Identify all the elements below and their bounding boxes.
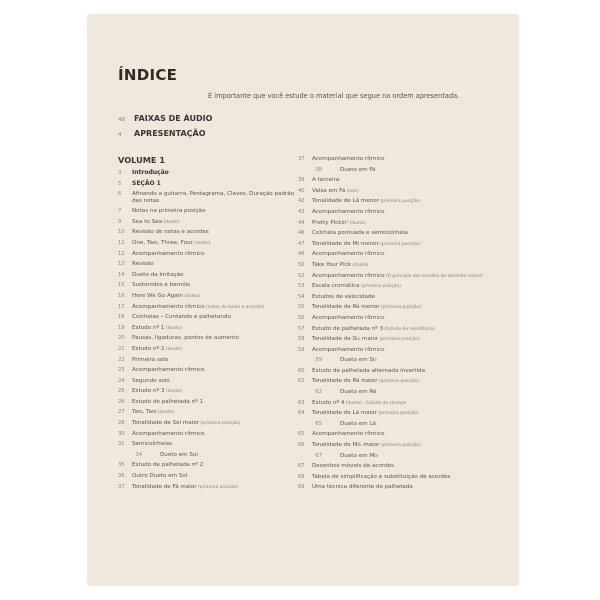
toc-entry-label: Dueto em Ré: [340, 389, 377, 396]
toc-entry-note: (O princípio dos acordes de desenho móvel): [384, 273, 483, 279]
toc-page-number: 27: [118, 409, 125, 416]
toc-entry-label: Tonalidade de Mi♭ maior (primeira posição): [312, 442, 421, 449]
toc-entry: [118, 208, 296, 219]
toc-entry-label: SEÇÃO 1: [132, 179, 161, 187]
toc-entry-label: APRESENTAÇÃO: [134, 129, 206, 138]
toc-entry-note: (dueto) · Estudo de síncope: [344, 400, 407, 406]
toc-entry: [118, 357, 296, 368]
toc-entry-label: Tabela de simplificação e substituição de acordes: [312, 473, 451, 480]
toc-entry-label: Pausas, ligaduras, pontos de aumento: [132, 335, 239, 342]
toc-page-number: 43: [298, 208, 305, 215]
toc-page-number: 50: [298, 261, 305, 268]
toc-page-number: 35: [118, 462, 125, 469]
toc-entry-label: Semicolcheias: [132, 441, 173, 448]
toc-entry-label: Acompanhamento rítmico: [312, 346, 385, 353]
toc-entry-label: Notas na primeira posição: [132, 208, 206, 215]
toc-entry-label: Valsa em Fá (solo): [312, 187, 359, 194]
toc-page-number: 64: [298, 410, 305, 417]
toc-page-number: 55: [298, 304, 305, 311]
toc-entry-label: Acompanhamento rítmico: [132, 367, 205, 374]
toc-entry-note: (dueto): [351, 262, 369, 268]
toc-entry-label: Sea to Sea (dueto): [132, 218, 180, 225]
toc-page-number: 58: [298, 336, 305, 343]
toc-page-number: 48: [298, 251, 305, 258]
toc-entry: [118, 388, 296, 399]
toc-page-number: 37: [298, 156, 305, 162]
page-title: ÍNDICE: [118, 66, 178, 84]
toc-entry-note: (solo): [345, 188, 359, 194]
toc-page-number: 9: [118, 218, 122, 225]
toc-page-number: 38: [315, 166, 322, 173]
toc-page-number: 26: [118, 398, 125, 405]
toc-page-number: 18: [118, 314, 125, 321]
toc-entry: [298, 188, 508, 199]
toc-page-number: 28: [118, 420, 125, 427]
toc-page-number: 63: [298, 399, 305, 406]
toc-page-number: 24: [118, 377, 125, 384]
toc-entry: [298, 389, 508, 400]
toc-entry: [298, 336, 508, 347]
toc-entry: [298, 463, 508, 474]
toc-page-number: 53: [298, 283, 305, 290]
toc-entry: [118, 452, 296, 463]
toc-left-column: [118, 170, 296, 494]
toc-entry-label: Estudo de palhetada alternada invertida: [312, 367, 426, 374]
toc-entry: [118, 420, 296, 431]
toc-entry: [298, 453, 508, 464]
toc-entry-label: Acompanhamento rítmico: [312, 314, 385, 321]
toc-entry-note: (dueto): [348, 220, 366, 226]
toc-entry-note: (primeira posição): [378, 337, 420, 343]
toc-page-number: 37: [118, 483, 125, 490]
volume-heading: VOLUME 1: [118, 155, 166, 165]
toc-entry: [118, 251, 296, 262]
toc-entry: [298, 347, 508, 358]
toc-page-number: 69: [298, 484, 305, 491]
toc-page-number: 22: [118, 356, 125, 363]
toc-entry-label: Uma técnica diferente de palhetada: [312, 484, 413, 491]
toc-entry-label: Tonalidade de Lá menor (primeira posição): [312, 198, 421, 205]
toc-page-number: 17: [118, 303, 125, 310]
toc-entry-label: Dueto em Si♭: [340, 357, 378, 364]
page-subtitle: É importante que você estude o material que segue na ordem apresentada.: [208, 92, 460, 100]
toc-entry-label: Afinando a guitarra, Pentagrama, Claves, Duração padrão das notas: [132, 191, 295, 204]
toc-entry-label: Here We Go Again (dueto): [132, 292, 201, 299]
toc-entry-label: Estudo de palhetada nº 2: [132, 462, 204, 469]
toc-entry-label: Tonalidade de Si♭ maior (primeira posição): [312, 336, 420, 343]
toc-page-number: 31: [118, 441, 125, 448]
toc-entry-label: FAIXAS DE ÁUDIO: [134, 114, 213, 123]
toc-page-number: 12: [118, 250, 125, 257]
toc-entry: [118, 304, 296, 315]
toc-entry: [298, 474, 508, 485]
toc-page-number: 23: [118, 367, 125, 374]
toc-entry-label: Estudo de palhetada nº 3 (Estudo de resistência): [312, 325, 435, 332]
toc-entry: [298, 410, 508, 421]
toc-entry: [298, 209, 508, 220]
toc-page-number: 61: [298, 378, 305, 385]
toc-entry-label: Introdução: [132, 169, 169, 176]
toc-entry: [118, 170, 296, 181]
toc-entry-label: Escala cromática (primeira posição): [312, 283, 402, 290]
toc-entry: [298, 484, 508, 495]
toc-entry: [118, 181, 296, 192]
toc-page-number: 48: [118, 117, 125, 123]
toc-page-number: 67: [298, 463, 305, 470]
toc-entry: [298, 167, 508, 178]
toc-entry-note: (primeira posição): [377, 379, 419, 385]
toc-entry-label: Segundo solo: [132, 377, 170, 384]
toc-entry-label: Estudo de palhetada nº 1: [132, 398, 204, 405]
toc-entry: [118, 409, 296, 420]
toc-entry-note: (dueto): [164, 389, 182, 395]
toc-entry-presentation: [118, 129, 206, 138]
toc-entry-label: Primeiro solo: [132, 356, 169, 363]
toc-entry-label: Colcheia pontuada e semicolcheia: [312, 230, 408, 237]
toc-page-number: 6: [118, 191, 122, 198]
toc-entry: [298, 431, 508, 442]
toc-entry: [118, 462, 296, 473]
toc-entry-note: (primeira posição): [359, 284, 402, 290]
toc-entry: [118, 191, 296, 208]
toc-entry-note: (dueto): [162, 219, 180, 225]
toc-entry-note: (primeira posição): [378, 241, 421, 247]
toc-entry: [118, 367, 296, 378]
toc-entry-label: Colcheias – Contando e palhetando: [132, 314, 231, 321]
toc-entry-note: (dueto): [164, 346, 182, 352]
toc-page-number: 44: [298, 219, 305, 226]
toc-entry-label: One, Two, Three, Four (dueto): [132, 239, 211, 246]
toc-entry-note: (Estudo de resistência): [383, 326, 435, 332]
toc-page-number: 39: [298, 177, 305, 184]
toc-page-number: 42: [298, 198, 305, 205]
toc-entry-label: A terceira: [312, 177, 340, 184]
toc-entry: [118, 335, 296, 346]
toc-entry: [298, 421, 508, 432]
toc-entry-note: (primeira posição): [379, 305, 422, 311]
toc-entry-label: Acompanhamento rítmico: [312, 156, 385, 162]
toc-page-number: 67: [315, 452, 322, 459]
toc-entry: [298, 304, 508, 315]
toc-entry-label: Tonalidade de Sol maior (primeira posição): [132, 420, 241, 427]
toc-entry-label: Sustenidos e bemóis: [132, 282, 190, 289]
toc-page-number: 5: [118, 180, 122, 187]
toc-entry: [298, 368, 508, 379]
toc-entry: [298, 177, 508, 188]
toc-entry-label: Acompanhamento rítmico: [312, 431, 385, 438]
toc-entry: [298, 241, 508, 252]
toc-page-number: 14: [118, 271, 125, 278]
toc-entry: [298, 156, 508, 167]
toc-entry-label: Acompanhamento rítmico (notas da baixa e acordes): [132, 303, 265, 310]
toc-page-number: 54: [298, 293, 305, 300]
toc-entry-label: Acompanhamento rítmico: [312, 208, 385, 215]
toc-page-number: 16: [118, 292, 125, 299]
toc-entry: [118, 314, 296, 325]
toc-entry-label: Estudo nº 2 (dueto): [132, 345, 182, 352]
toc-entry: [298, 220, 508, 231]
toc-entry: [118, 431, 296, 442]
toc-entry: [118, 325, 296, 336]
toc-entry: [118, 240, 296, 251]
toc-entry-note: (primeira posição): [376, 411, 419, 417]
toc-entry: [118, 378, 296, 389]
toc-right-column: [298, 156, 508, 495]
toc-page-number: 30: [118, 430, 125, 437]
toc-page-number: 15: [118, 282, 125, 289]
toc-page-number: 19: [118, 324, 125, 331]
toc-entry-label: Estudos de velocidade: [312, 293, 375, 300]
toc-page-number: 36: [118, 473, 125, 480]
toc-page-number: 47: [298, 240, 305, 247]
toc-page-number: 56: [298, 314, 305, 321]
toc-entry-label: Estudo nº 4 (dueto) · Estudo de síncope: [312, 399, 407, 406]
toc-page-number: 62: [315, 389, 322, 396]
toc-entry: [298, 273, 508, 284]
toc-entry: [298, 400, 508, 411]
toc-entry-label: Dueto em Lá: [340, 420, 376, 427]
toc-entry: [298, 230, 508, 241]
toc-entry-label: Revisão de notas e acordes: [132, 229, 209, 236]
toc-page-number: 25: [118, 388, 125, 395]
toc-entry-label: Dueto em Fá: [340, 166, 376, 173]
toc-entry-label: Acompanhamento rítmico: [132, 250, 205, 257]
toc-entry-note: (primeira posição): [378, 199, 421, 205]
toc-entry-label: Tonalidade de Ré menor (primeira posição): [312, 304, 422, 311]
toc-entry-label: Pretty Pickin' (dueto): [312, 219, 366, 226]
toc-page-number: 21: [118, 345, 125, 352]
toc-page-number: 68: [298, 473, 305, 480]
toc-entry: [298, 294, 508, 305]
toc-page-number: 4: [118, 132, 122, 138]
toc-entry-label: Acompanhamento rítmico: [312, 251, 385, 258]
toc-entry: [118, 282, 296, 293]
toc-entry-note: (primeira posição): [196, 484, 239, 490]
toc-entry: [298, 198, 508, 209]
toc-entry-note: (dueto): [164, 325, 182, 331]
toc-entry-label: Dueto em Mi♭: [340, 452, 379, 459]
toc-entry: [118, 484, 296, 495]
toc-entry: [298, 262, 508, 273]
toc-page-number: 20: [118, 335, 125, 342]
toc-entry-label: Tonalidade de Lá maior (primeira posição): [312, 410, 419, 417]
toc-page-number: 10: [118, 229, 125, 236]
toc-page-number: 11: [118, 239, 125, 246]
toc-entry: [118, 272, 296, 283]
toc-entry: [118, 229, 296, 240]
toc-entry-note: (dueto): [182, 293, 201, 299]
toc-entry-note: (primeira posição): [198, 421, 241, 427]
toc-entry-label: Dueto da imitação: [132, 271, 184, 278]
toc-entry: [118, 441, 296, 452]
toc-entry-note: (dueto): [192, 240, 211, 246]
toc-entry-label: Tonalidade de Fá maior (primeira posição): [132, 483, 239, 490]
toc-page-number: 13: [118, 261, 125, 268]
toc-entry: [118, 219, 296, 230]
toc-entry-label: Tonalidade de Ré maior (primeira posição): [312, 378, 419, 385]
toc-entry: [298, 442, 508, 453]
toc-entry-note: (dueto): [156, 410, 175, 416]
toc-entry-note: (primeira posição): [379, 443, 421, 449]
toc-entry-note: (notas da baixa e acordes): [204, 304, 265, 310]
toc-entry-label: Estudo nº 1 (dueto): [132, 324, 182, 331]
toc-entry-label: Desenhos móveis de acordes: [312, 463, 394, 470]
toc-page-number: 65: [315, 420, 322, 427]
toc-page-number: 7: [118, 208, 122, 215]
toc-entry-label: Revisão: [132, 261, 154, 268]
toc-entry-label: Acompanhamento rítmico (O princípio dos acordes de desenho móvel): [312, 272, 483, 279]
toc-page-number: 34: [135, 451, 142, 458]
toc-entry: [298, 315, 508, 326]
toc-entry: [118, 473, 296, 484]
toc-entry-label: Take Your Pick (dueto): [312, 261, 369, 268]
toc-entry: [298, 378, 508, 389]
toc-entry-label: Two, Two (dueto): [132, 409, 175, 416]
toc-page-number: 60: [298, 367, 305, 374]
toc-page-number: 3: [118, 170, 122, 176]
toc-page-number: 46: [298, 230, 305, 237]
toc-page-number: 65: [298, 431, 305, 438]
toc-page-number: 59: [298, 346, 305, 353]
toc-page-number: 40: [298, 187, 305, 194]
toc-entry: [298, 251, 508, 262]
toc-entry: [298, 326, 508, 337]
toc-page-number: 57: [298, 325, 305, 332]
toc-entry: [298, 357, 508, 368]
toc-entry-label: Estudo nº 3 (dueto): [132, 388, 182, 395]
toc-entry-audio: [118, 114, 212, 123]
toc-entry: [298, 283, 508, 294]
toc-entry: [118, 399, 296, 410]
toc-entry-label: Dueto em Sol: [160, 451, 198, 458]
toc-page-number: 66: [298, 442, 305, 449]
toc-entry-label: Acompanhamento rítmico: [132, 430, 205, 437]
toc-entry-label: Outro Dueto em Sol: [132, 473, 188, 480]
toc-entry: [118, 293, 296, 304]
toc-entry: [118, 261, 296, 272]
toc-entry: [118, 346, 296, 357]
toc-entry-label: Tonalidade de Mi menor (primeira posição): [312, 240, 421, 247]
toc-page-number: 59: [315, 357, 322, 364]
toc-page-number: 52: [298, 272, 305, 279]
